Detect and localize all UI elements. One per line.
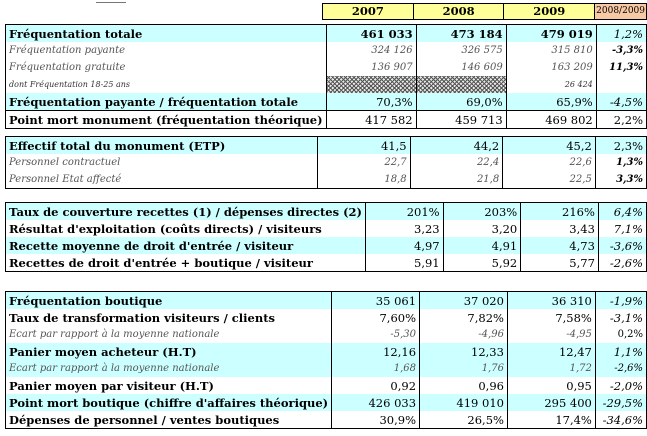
value-2008: 12,33 — [420, 343, 508, 360]
row-label: Fréquentation payante — [9, 44, 126, 56]
value-2009: 295 400 — [507, 394, 595, 411]
table-row — [6, 254, 647, 272]
variation-value: 1,2% — [596, 25, 646, 43]
value-2009: 65,9% — [506, 93, 596, 111]
value-2008: 21,8 — [410, 171, 503, 189]
value-2008: 326 575 — [416, 42, 506, 59]
value-2007: 7,60% — [332, 309, 420, 326]
value-2009: 5,77 — [521, 254, 599, 272]
variation-value: -1,9% — [595, 292, 646, 310]
variation-value: 11,3% — [596, 59, 646, 76]
table-row — [6, 220, 647, 237]
value-2007: 201% — [365, 203, 443, 221]
row-label: Point mort boutique (chiffre d'affaires théorique) — [6, 394, 332, 411]
value-2008: 5,92 — [443, 254, 521, 272]
value-2008: 4,91 — [443, 237, 521, 254]
value-2009: 216% — [521, 203, 599, 221]
variation-value: -2,0% — [595, 377, 646, 394]
section-ratios — [5, 202, 647, 272]
value-2008: 44,2 — [410, 137, 503, 155]
variation-value: -3,3% — [596, 42, 646, 59]
row-label: Fréquentation payante / fréquentation totale — [6, 93, 327, 111]
variation-header: 2008/2009 — [595, 4, 647, 20]
value-2008: 146 609 — [416, 59, 506, 76]
value-2009: 3,43 — [521, 220, 599, 237]
variation-value: 6,4% — [598, 203, 646, 221]
value-2009: 17,4% — [507, 411, 595, 429]
value-2009: 469 802 — [506, 111, 596, 129]
value-2007: 426 033 — [332, 394, 420, 411]
value-2008: 0,96 — [420, 377, 508, 394]
table-row — [6, 411, 647, 429]
hatched-cell-2008 — [416, 76, 506, 93]
value-2009: 1,72 — [507, 360, 595, 377]
value-2007: 0,92 — [332, 377, 420, 394]
row-label: Fréquentation totale — [6, 25, 327, 43]
row-label: Effectif total du monument (ETP) — [6, 137, 318, 155]
value-2007: 417 582 — [326, 111, 416, 129]
variation-value: -2,6% — [598, 254, 646, 272]
variation-value: -3,1% — [595, 309, 646, 326]
table-row — [6, 171, 647, 189]
table-row — [6, 93, 647, 111]
value-2007: 12,16 — [332, 343, 420, 360]
value-2008: 69,0% — [416, 93, 506, 111]
variation-value — [596, 76, 646, 93]
row-label: Taux de transformation visiteurs / clients — [9, 310, 275, 325]
value-2009: 36 310 — [507, 292, 595, 310]
table-row — [6, 377, 647, 394]
value-2009: 163 209 — [506, 59, 596, 76]
value-2007: 3,23 — [365, 220, 443, 237]
value-2007: 4,97 — [365, 237, 443, 254]
row-label: Recettes de droit d'entrée + boutique / visiteur — [9, 255, 313, 270]
table-row — [6, 203, 647, 221]
value-2009: 315 810 — [506, 42, 596, 59]
value-2007: 22,7 — [317, 154, 410, 171]
variation-value: 1,3% — [595, 154, 646, 171]
variation-value: 2,2% — [596, 111, 646, 129]
decorative-edge-line — [96, 0, 126, 3]
section-effectif — [5, 136, 647, 189]
row-label: Personnel contractuel — [9, 156, 121, 168]
value-2007: 461 033 — [326, 25, 416, 43]
row-label: Ecart par rapport à la moyenne nationale — [6, 360, 332, 377]
value-2007: 1,68 — [332, 360, 420, 377]
row-label: Panier moyen acheteur (H.T) — [6, 343, 332, 360]
variation-value: 0,2% — [595, 326, 646, 343]
value-2007: 41,5 — [317, 137, 410, 155]
value-2008: 7,82% — [420, 309, 508, 326]
table-row — [6, 292, 647, 310]
value-2009: 22,5 — [503, 171, 596, 189]
value-2008: 26,5% — [420, 411, 508, 429]
row-label: Recette moyenne de droit d'entrée / visiteur — [6, 237, 366, 254]
table-row — [6, 59, 647, 76]
year-header — [322, 3, 647, 20]
value-2008: 419 010 — [420, 394, 508, 411]
table-row — [6, 76, 647, 93]
table-row — [6, 237, 647, 254]
value-2007: 5,91 — [365, 254, 443, 272]
row-label: dont Fréquentation 18-25 ans — [9, 79, 131, 89]
table-row — [6, 309, 647, 326]
table-row — [6, 343, 647, 360]
value-2007: 136 907 — [326, 59, 416, 76]
row-label: Fréquentation gratuite — [9, 61, 126, 73]
row-label: Fréquentation boutique — [6, 292, 332, 310]
value-2008: 37 020 — [420, 292, 508, 310]
row-label: Panier moyen par visiteur (H.T) — [9, 378, 214, 393]
value-2008: 203% — [443, 203, 521, 221]
value-2009: -4,95 — [507, 326, 595, 343]
value-2009: 45,2 — [503, 137, 596, 155]
value-2008: 1,76 — [420, 360, 508, 377]
value-2008: 473 184 — [416, 25, 506, 43]
table-row — [6, 25, 647, 43]
variation-value: -2,6% — [595, 360, 646, 377]
row-label: Point mort monument (fréquentation théorique) — [6, 111, 327, 129]
hatched-cell-2007 — [326, 76, 416, 93]
section-boutique — [5, 291, 647, 429]
value-2009: 0,95 — [507, 377, 595, 394]
year-2007-header: 2007 — [323, 4, 414, 20]
value-2008: 22,4 — [410, 154, 503, 171]
variation-value: -4,5% — [596, 93, 646, 111]
year-2008-header: 2008 — [413, 4, 504, 20]
variation-value: 1,1% — [595, 343, 646, 360]
value-2009: 4,73 — [521, 237, 599, 254]
variation-value: 7,1% — [598, 220, 646, 237]
variation-value: 2,3% — [595, 137, 646, 155]
value-2007: 70,3% — [326, 93, 416, 111]
value-2008: 3,20 — [443, 220, 521, 237]
value-2008: -4,96 — [420, 326, 508, 343]
table-row — [6, 137, 647, 155]
value-2009: 7,58% — [507, 309, 595, 326]
value-2007: 30,9% — [332, 411, 420, 429]
table-row — [6, 111, 647, 129]
table-row — [6, 154, 647, 171]
value-2007: 324 126 — [326, 42, 416, 59]
variation-value: -34,6% — [595, 411, 646, 429]
table-row — [6, 326, 647, 343]
row-label: Taux de couverture recettes (1) / dépenses directes (2) — [6, 203, 366, 221]
value-2009: 479 019 — [506, 25, 596, 43]
table-row — [6, 360, 647, 377]
variation-value: -3,6% — [598, 237, 646, 254]
value-2008: 459 713 — [416, 111, 506, 129]
variation-value: 3,3% — [595, 171, 646, 189]
variation-value: -29,5% — [595, 394, 646, 411]
value-2007: 18,8 — [317, 171, 410, 189]
value-2009: 22,6 — [503, 154, 596, 171]
value-2009: 12,47 — [507, 343, 595, 360]
value-2007: -5,30 — [332, 326, 420, 343]
row-label: Résultat d'exploitation (coûts directs) / visiteurs — [9, 221, 322, 236]
section-frequentation — [5, 24, 647, 129]
value-2009: 26 424 — [506, 76, 596, 93]
year-2009-header: 2009 — [504, 4, 595, 20]
value-2007: 35 061 — [332, 292, 420, 310]
row-label: Ecart par rapport à la moyenne nationale — [9, 328, 220, 340]
row-label: Personnel Etat affecté — [9, 173, 122, 185]
row-label: Dépenses de personnel / ventes boutiques — [9, 412, 280, 427]
table-row — [6, 42, 647, 59]
table-row — [6, 394, 647, 411]
